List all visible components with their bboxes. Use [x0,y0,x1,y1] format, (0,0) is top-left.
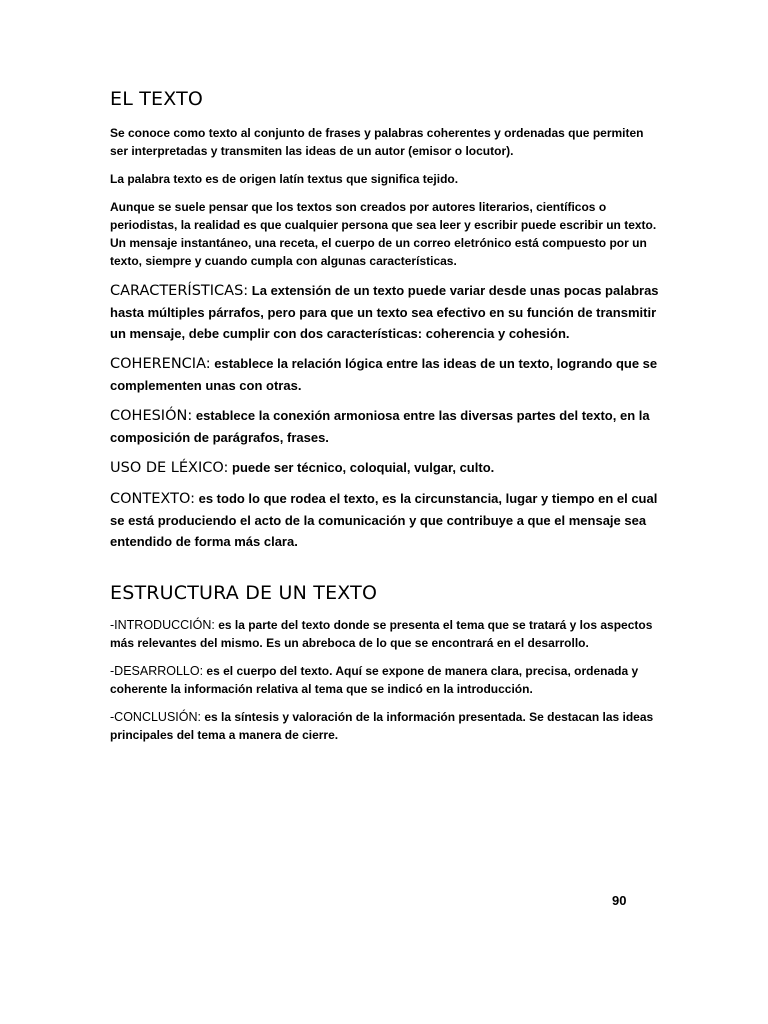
intro-paragraph: Se conoce como texto al conjunto de frases y palabras coherentes y ordenadas que permiten ser interpretadas y transmiten las ideas de un autor (emisor o locutor). [110,126,644,158]
feature-text: es todo lo que rodea el texto, es la circunstancia, lugar y tiempo en el cual se está produciendo el acto de la comunicación y que contribuye a que el mensaje sea entendido de forma más clara. [110,491,658,549]
feature-term: CARACTERÍSTICAS: [110,283,249,299]
structure-label: -DESARROLLO: [110,664,204,678]
structure-label: -INTRODUCCIÓN: [110,618,215,632]
structure-development [110,662,660,698]
feature-term: USO DE LÉXICO: [110,460,229,476]
feature-text: puede ser técnico, coloquial, vulgar, culto. [228,460,495,475]
structure-conclusion [110,708,660,744]
feature-lexicon [110,457,660,479]
document-page [110,88,660,754]
feature-term: COHERENCIA: [110,356,211,372]
feature-term: CONTEXTO: [110,491,195,507]
feature-term: COHESIÓN: [110,408,193,424]
structure-text: es el cuerpo del texto. Aquí se expone de manera clara, precisa, ordenada y coherente la información relativa al tema que se indicó en la introducción. [110,664,639,696]
feature-text: La extensión de un texto puede variar desde unas pocas palabras hasta múltiples párrafos, pero para que un texto sea efectivo en su función de transmitir un mensaje, debe cumplir con dos características: coherencia y cohesión. [110,283,659,341]
intro-paragraph: Aunque se suele pensar que los textos son creados por autores literarios, científicos o periodistas, la realidad es que cualquier persona que sea leer y escribir puede escribir un texto. Un mensaje instantáneo, una receta, el cuerpo de un correo eletrónico está compuesto por un texto, siempre y cuando cumpla con algunas características. [110,200,657,268]
section-title: ESTRUCTURA DE UN TEXTO [110,582,378,604]
structure-label: -CONCLUSIÓN: [110,710,201,724]
feature-cohesion [110,405,660,448]
feature-coherence [110,353,660,396]
intro-paragraph: La palabra texto es de origen latín textus que significa tejido. [110,172,459,186]
feature-context [110,488,660,552]
page-title: EL TEXTO [110,88,204,110]
feature-characteristics [110,280,660,344]
feature-text: establece la conexión armoniosa entre las diversas partes del texto, en la composición de parágrafos, frases. [110,408,650,445]
structure-text: es la parte del texto donde se presenta el tema que se tratará y los aspectos más relevantes del mismo. Es un abreboca de lo que se encontrará en el desarrollo. [110,618,653,650]
page-number: 90 [612,893,627,908]
feature-text: establece la relación lógica entre las ideas de un texto, logrando que se complementen unas con otras. [110,356,658,393]
structure-introduction [110,616,660,652]
structure-text: es la síntesis y valoración de la información presentada. Se destacan las ideas principales del tema a manera de cierre. [110,710,654,742]
